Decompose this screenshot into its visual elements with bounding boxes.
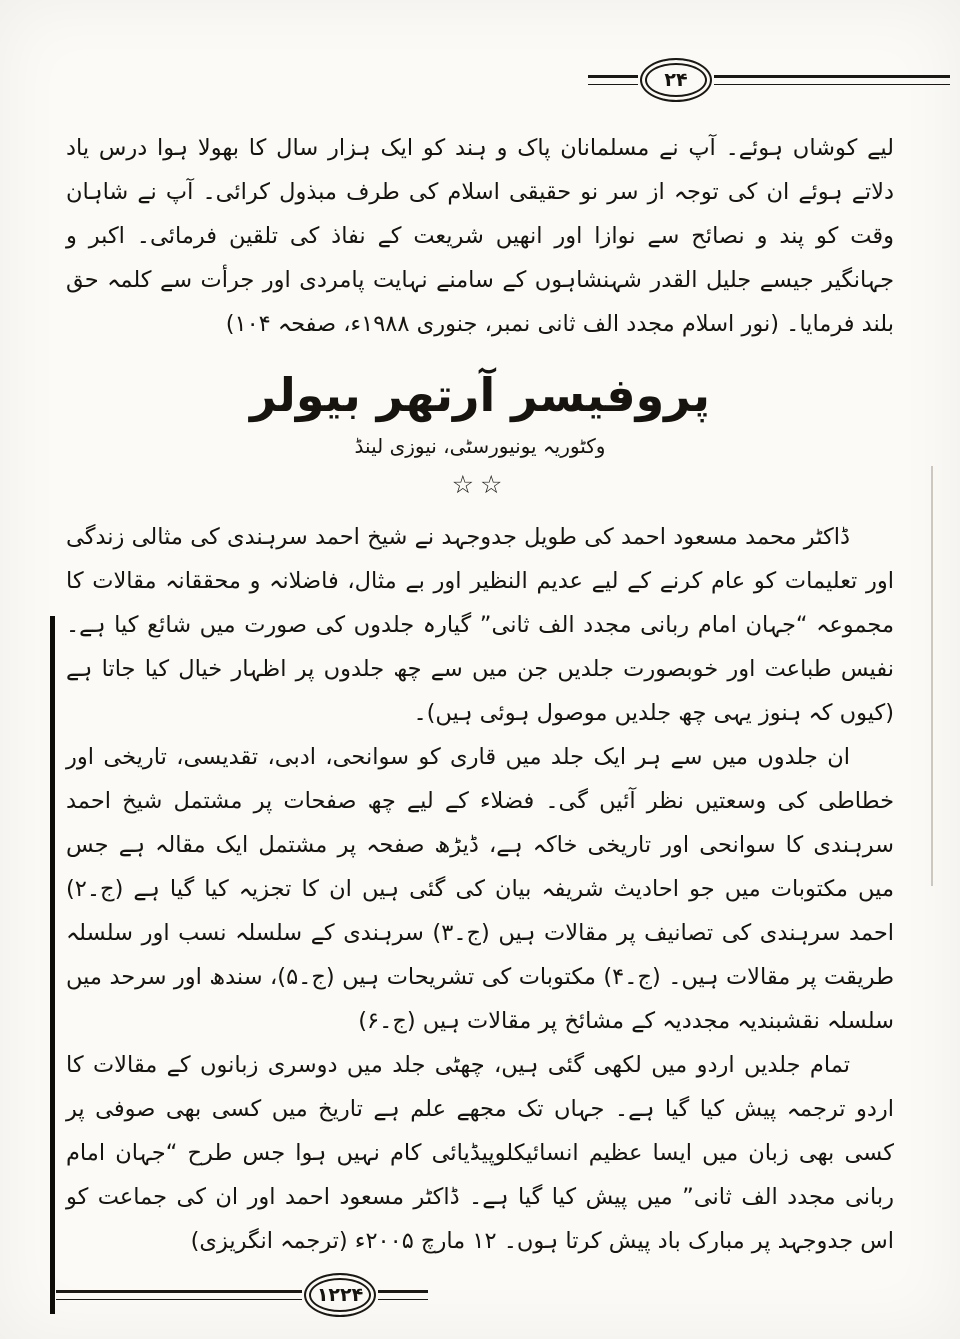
star-divider: ☆☆: [451, 469, 509, 499]
paragraph-1: لیے کوشاں ہوئے۔ آپ نے مسلمانان پاک و ہند کو ایک ہزار سال کا بھولا ہوا درس یاد دلاتے ہوئے ان کی توجہ از سر نو حقیقی اسلام کی طرف مبذول کرائی۔ آپ نے شاہان وقت کو پند و نصائح سے نوازا اور انھیں شریعت کے نفاذ کی تلقین فرمائی۔ اکبر و جہانگیر جیسے جلیل القدر شہنشاہوں کے سامنے نہایت پامردی اور جرأت سے کلمہ حق بلند فرمایا۔ (نور اسلام مجدد الف ثانی نمبر، جنوری ۱۹۸۸ء، صفحہ ۱۰۴): [66, 135, 894, 337]
paragraph-2: ڈاکٹر محمد مسعود احمد کی طویل جدوجہد نے شیخ احمد سرہندی کی مثالی زندگی اور تعلیمات کو عام کرنے کے لیے عدیم النظیر اور بے مثال، فاضلانہ و محققانہ مقالات کا مجموعہ “جہان امام ربانی مجدد الف ثانی” گیارہ جلدوں کی صورت میں شائع کیا ہے۔ نفیس طباعت اور خوبصورت جلدیں جن میں سے چھ جلدوں پر اظہار خیال کیا جاتا ہے (کیوں کہ ہنوز یہی چھ جلدیں موصول ہوئی ہیں)۔: [66, 523, 894, 726]
header-rule-right: [714, 75, 950, 85]
page-content: [66, 126, 894, 1263]
scan-artifact-right-line: [931, 466, 933, 886]
article-title: پروفیسر آرتھر بیولر: [249, 368, 711, 422]
paragraph-3: ان جلدوں میں سے ہر ایک جلد میں قاری کو سوانحی، ادبی، تقدیسی، تاریخی اور خطاطی کی وسعتیں نظر آئیں گی۔ فضلاء کے لیے چھ صفحات پر مشتمل شیخ احمد سرہندی کا سوانحی اور تاریخی خاکہ ہے، ڈیڑھ صفحہ پر مشتمل ایک مقالہ ہے جس میں مکتوبات میں جو احادیث شریفہ بیان کی گئی ہیں ان کا تجزیہ کیا گیا ہے (ج۔۲) احمد سرہندی کی تصانیف پر مقالات ہیں (ج۔۳) سرہندی کے سلسلہ نسب اور سلسلہ طریقت پر مقالات ہیں۔ (ج۔۴) مکتوبات کی تشریحات ہیں (ج۔۵)، سندھ اور سرحد میں سلسلہ نقشبندیہ مجددیہ کے مشائخ پر مقالات ہیں (ج۔۶): [66, 743, 895, 1034]
footer-rule-left: [56, 1290, 302, 1300]
paragraph-4: تمام جلدیں اردو میں لکھی گئی ہیں، چھٹی جلد میں دوسری زبانوں کے مقالات کا اردو ترجمہ پیش کیا گیا ہے۔ جہاں تک مجھے علم ہے تاریخ میں کسی بھی صوفی پر کسی بھی زبان میں ایسا عظیم انسائیکلوپیڈیائی کام نہیں ہوا جس طرح “جہان امام ربانی مجدد الف ثانی” میں پیش کیا گیا ہے۔ ڈاکٹر مسعود احمد اور ان کی جماعت کو اس جدوجہد پر مبارک باد پیش کرتا ہوں۔ ۱۲ مارچ ۲۰۰۵ء (ترجمہ انگریزی): [66, 1051, 894, 1254]
scan-artifact-left-line: [50, 616, 55, 1314]
footer-page-number: ۱۲۲۴: [304, 1273, 376, 1317]
header-page-number-ornament: [588, 58, 950, 102]
footer-page-number-ornament: [56, 1273, 428, 1317]
header-rule-left: [588, 75, 638, 85]
article-subtitle: وکٹوریہ یونیورسٹی، نیوزی لینڈ: [354, 433, 606, 458]
header-page-number: ۲۴: [640, 58, 712, 102]
footer-rule-right: [378, 1290, 428, 1300]
